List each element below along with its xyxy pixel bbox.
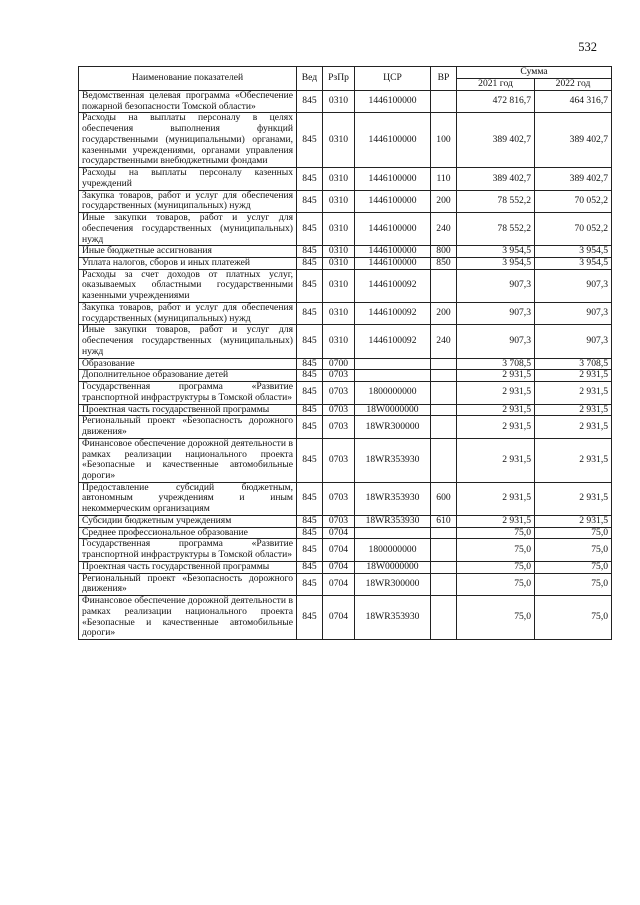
cell-vr — [431, 269, 457, 302]
table-row — [79, 515, 612, 527]
header-year-2021: 2021 год — [457, 79, 535, 91]
cell-ved: 845 — [297, 246, 323, 258]
cell-name: Предоставление субсидий бюджетным, автономным учреждениям и иным некоммерческим организациям — [79, 482, 297, 515]
cell-name: Расходы на выплаты персоналу в целях обеспечения выполнения функций государственными (муниципальными) органами, казенными учреждениями, органами управления государственными внебюджетными фондами — [79, 113, 297, 168]
header-year-2022: 2022 год — [535, 79, 612, 91]
table-row — [79, 527, 612, 539]
cell-rzpr: 0703 — [323, 370, 355, 382]
header-ved: Вед — [297, 67, 323, 91]
table-row — [79, 168, 612, 190]
table-row — [79, 573, 612, 595]
cell-rzpr: 0704 — [323, 596, 355, 640]
cell-rzpr: 0703 — [323, 416, 355, 438]
cell-y2022: 2 931,5 — [535, 382, 612, 404]
cell-vr: 100 — [431, 113, 457, 168]
cell-rzpr: 0704 — [323, 561, 355, 573]
cell-vr — [431, 527, 457, 539]
cell-vr — [431, 404, 457, 416]
cell-ved: 845 — [297, 404, 323, 416]
cell-name: Проектная часть государственной программы — [79, 404, 297, 416]
cell-rzpr: 0310 — [323, 325, 355, 358]
cell-y2021: 75,0 — [457, 527, 535, 539]
cell-y2022: 3 954,5 — [535, 246, 612, 258]
cell-csr: 18WR353930 — [355, 515, 431, 527]
cell-csr: 1446100000 — [355, 113, 431, 168]
cell-ved: 845 — [297, 213, 323, 246]
cell-vr — [431, 596, 457, 640]
cell-vr: 240 — [431, 325, 457, 358]
cell-y2022: 75,0 — [535, 561, 612, 573]
table-row — [79, 561, 612, 573]
cell-y2022: 907,3 — [535, 269, 612, 302]
cell-vr: 800 — [431, 246, 457, 258]
cell-vr — [431, 416, 457, 438]
cell-y2022: 2 931,5 — [535, 416, 612, 438]
budget-table — [78, 66, 612, 640]
cell-y2022: 2 931,5 — [535, 404, 612, 416]
cell-y2021: 2 931,5 — [457, 515, 535, 527]
cell-ved: 845 — [297, 527, 323, 539]
table-row — [79, 438, 612, 482]
cell-vr — [431, 91, 457, 113]
cell-csr: 1446100000 — [355, 168, 431, 190]
cell-y2021: 2 931,5 — [457, 404, 535, 416]
cell-y2021: 389 402,7 — [457, 168, 535, 190]
table-row — [79, 596, 612, 640]
table-row — [79, 269, 612, 302]
cell-name: Проектная часть государственной программы — [79, 561, 297, 573]
cell-y2021: 907,3 — [457, 325, 535, 358]
cell-y2022: 75,0 — [535, 573, 612, 595]
cell-ved: 845 — [297, 325, 323, 358]
cell-csr: 18WR353930 — [355, 596, 431, 640]
table-row — [79, 258, 612, 270]
cell-y2021: 3 708,5 — [457, 358, 535, 370]
table-row — [79, 370, 612, 382]
cell-rzpr: 0703 — [323, 515, 355, 527]
cell-y2021: 78 552,2 — [457, 190, 535, 212]
cell-rzpr: 0310 — [323, 113, 355, 168]
cell-csr: 1446100092 — [355, 325, 431, 358]
cell-y2022: 75,0 — [535, 539, 612, 561]
cell-y2021: 472 816,7 — [457, 91, 535, 113]
cell-ved: 845 — [297, 190, 323, 212]
cell-rzpr: 0310 — [323, 168, 355, 190]
cell-vr — [431, 573, 457, 595]
cell-name: Закупка товаров, работ и услуг для обеспечения государственных (муниципальных) нужд — [79, 190, 297, 212]
table-header — [79, 67, 612, 91]
cell-vr: 240 — [431, 213, 457, 246]
cell-rzpr: 0703 — [323, 482, 355, 515]
cell-ved: 845 — [297, 269, 323, 302]
cell-rzpr: 0310 — [323, 246, 355, 258]
cell-y2021: 75,0 — [457, 561, 535, 573]
cell-y2021: 907,3 — [457, 269, 535, 302]
cell-name: Региональный проект «Безопасность дорожного движения» — [79, 573, 297, 595]
cell-ved: 845 — [297, 382, 323, 404]
cell-name: Уплата налогов, сборов и иных платежей — [79, 258, 297, 270]
header-vr: ВР — [431, 67, 457, 91]
cell-ved: 845 — [297, 113, 323, 168]
table-row — [79, 416, 612, 438]
cell-csr: 18W0000000 — [355, 404, 431, 416]
cell-y2021: 2 931,5 — [457, 382, 535, 404]
cell-y2021: 3 954,5 — [457, 258, 535, 270]
cell-csr: 1446100000 — [355, 190, 431, 212]
cell-y2022: 389 402,7 — [535, 168, 612, 190]
cell-rzpr: 0704 — [323, 527, 355, 539]
cell-vr: 110 — [431, 168, 457, 190]
cell-name: Среднее профессиональное образование — [79, 527, 297, 539]
table-row — [79, 190, 612, 212]
cell-csr: 1446100092 — [355, 269, 431, 302]
cell-csr: 18WR353930 — [355, 482, 431, 515]
cell-vr: 850 — [431, 258, 457, 270]
cell-ved: 845 — [297, 416, 323, 438]
cell-y2021: 3 954,5 — [457, 246, 535, 258]
cell-y2021: 2 931,5 — [457, 416, 535, 438]
cell-name: Государственная программа «Развитие транспортной инфраструктуры в Томской области» — [79, 539, 297, 561]
cell-ved: 845 — [297, 91, 323, 113]
cell-y2022: 2 931,5 — [535, 438, 612, 482]
cell-ved: 845 — [297, 438, 323, 482]
cell-name: Дополнительное образование детей — [79, 370, 297, 382]
cell-name: Расходы за счет доходов от платных услуг, оказываемых областными государственными казенными учреждениями — [79, 269, 297, 302]
cell-csr — [355, 527, 431, 539]
cell-y2021: 75,0 — [457, 596, 535, 640]
cell-y2022: 2 931,5 — [535, 482, 612, 515]
cell-ved: 845 — [297, 573, 323, 595]
cell-vr — [431, 370, 457, 382]
page-number: 532 — [578, 40, 597, 54]
cell-name: Закупка товаров, работ и услуг для обеспечения государственных (муниципальных) нужд — [79, 302, 297, 324]
table-row — [79, 539, 612, 561]
cell-y2021: 389 402,7 — [457, 113, 535, 168]
cell-y2022: 907,3 — [535, 302, 612, 324]
table-body — [79, 91, 612, 640]
header-csr: ЦСР — [355, 67, 431, 91]
cell-rzpr: 0700 — [323, 358, 355, 370]
cell-y2021: 75,0 — [457, 539, 535, 561]
cell-csr: 18WR300000 — [355, 416, 431, 438]
cell-ved: 845 — [297, 539, 323, 561]
cell-ved: 845 — [297, 258, 323, 270]
cell-vr — [431, 358, 457, 370]
cell-ved: 845 — [297, 482, 323, 515]
cell-y2022: 2 931,5 — [535, 370, 612, 382]
cell-y2021: 78 552,2 — [457, 213, 535, 246]
cell-vr — [431, 382, 457, 404]
table-row — [79, 358, 612, 370]
cell-y2022: 70 052,2 — [535, 190, 612, 212]
table-row — [79, 302, 612, 324]
table-row — [79, 482, 612, 515]
cell-rzpr: 0310 — [323, 258, 355, 270]
cell-y2021: 2 931,5 — [457, 370, 535, 382]
cell-csr: 1446100092 — [355, 302, 431, 324]
cell-rzpr: 0310 — [323, 269, 355, 302]
cell-ved: 845 — [297, 358, 323, 370]
table-row — [79, 325, 612, 358]
cell-name: Ведомственная целевая программа «Обеспечение пожарной безопасности Томской области» — [79, 91, 297, 113]
cell-name: Образование — [79, 358, 297, 370]
cell-rzpr: 0704 — [323, 573, 355, 595]
cell-rzpr: 0310 — [323, 190, 355, 212]
cell-ved: 845 — [297, 370, 323, 382]
cell-vr — [431, 561, 457, 573]
cell-name: Финансовое обеспечение дорожной деятельности в рамках реализации национального проекта «Безопасные и качественные автомобильные дороги» — [79, 596, 297, 640]
cell-y2021: 2 931,5 — [457, 482, 535, 515]
cell-vr: 610 — [431, 515, 457, 527]
cell-csr: 1446100000 — [355, 246, 431, 258]
cell-vr: 200 — [431, 190, 457, 212]
table-row — [79, 91, 612, 113]
cell-name: Иные закупки товаров, работ и услуг для обеспечения государственных (муниципальных) нужд — [79, 213, 297, 246]
cell-name: Государственная программа «Развитие транспортной инфраструктуры в Томской области» — [79, 382, 297, 404]
cell-vr: 600 — [431, 482, 457, 515]
cell-y2022: 389 402,7 — [535, 113, 612, 168]
cell-y2022: 2 931,5 — [535, 515, 612, 527]
cell-y2021: 75,0 — [457, 573, 535, 595]
cell-y2022: 3 708,5 — [535, 358, 612, 370]
cell-y2022: 75,0 — [535, 527, 612, 539]
cell-csr — [355, 370, 431, 382]
cell-ved: 845 — [297, 596, 323, 640]
header-name: Наименование показателей — [79, 67, 297, 91]
cell-csr: 18WR300000 — [355, 573, 431, 595]
cell-rzpr: 0310 — [323, 213, 355, 246]
cell-y2022: 464 316,7 — [535, 91, 612, 113]
cell-y2022: 3 954,5 — [535, 258, 612, 270]
header-sum: Сумма — [457, 67, 612, 79]
cell-csr — [355, 358, 431, 370]
cell-name: Иные бюджетные ассигнования — [79, 246, 297, 258]
cell-y2021: 907,3 — [457, 302, 535, 324]
cell-vr — [431, 539, 457, 561]
cell-ved: 845 — [297, 168, 323, 190]
cell-name: Региональный проект «Безопасность дорожного движения» — [79, 416, 297, 438]
cell-rzpr: 0310 — [323, 91, 355, 113]
cell-csr: 18WR353930 — [355, 438, 431, 482]
cell-ved: 845 — [297, 561, 323, 573]
cell-rzpr: 0310 — [323, 302, 355, 324]
table-row — [79, 404, 612, 416]
cell-name: Иные закупки товаров, работ и услуг для обеспечения государственных (муниципальных) нужд — [79, 325, 297, 358]
cell-csr: 1446100000 — [355, 258, 431, 270]
table-row — [79, 113, 612, 168]
cell-y2022: 907,3 — [535, 325, 612, 358]
cell-rzpr: 0703 — [323, 382, 355, 404]
cell-name: Расходы на выплаты персоналу казенных учреждений — [79, 168, 297, 190]
table-row — [79, 213, 612, 246]
cell-vr — [431, 438, 457, 482]
cell-rzpr: 0703 — [323, 404, 355, 416]
cell-csr: 1800000000 — [355, 539, 431, 561]
cell-csr: 18W0000000 — [355, 561, 431, 573]
table-row — [79, 246, 612, 258]
cell-csr: 1446100000 — [355, 213, 431, 246]
cell-y2022: 70 052,2 — [535, 213, 612, 246]
cell-y2021: 2 931,5 — [457, 438, 535, 482]
cell-rzpr: 0704 — [323, 539, 355, 561]
cell-vr: 200 — [431, 302, 457, 324]
cell-name: Субсидии бюджетным учреждениям — [79, 515, 297, 527]
cell-y2022: 75,0 — [535, 596, 612, 640]
cell-name: Финансовое обеспечение дорожной деятельности в рамках реализации национального проекта «Безопасные и качественные автомобильные дороги» — [79, 438, 297, 482]
cell-ved: 845 — [297, 302, 323, 324]
header-rzpr: РзПр — [323, 67, 355, 91]
table-row — [79, 382, 612, 404]
cell-rzpr: 0703 — [323, 438, 355, 482]
cell-csr: 1800000000 — [355, 382, 431, 404]
cell-csr: 1446100000 — [355, 91, 431, 113]
cell-ved: 845 — [297, 515, 323, 527]
